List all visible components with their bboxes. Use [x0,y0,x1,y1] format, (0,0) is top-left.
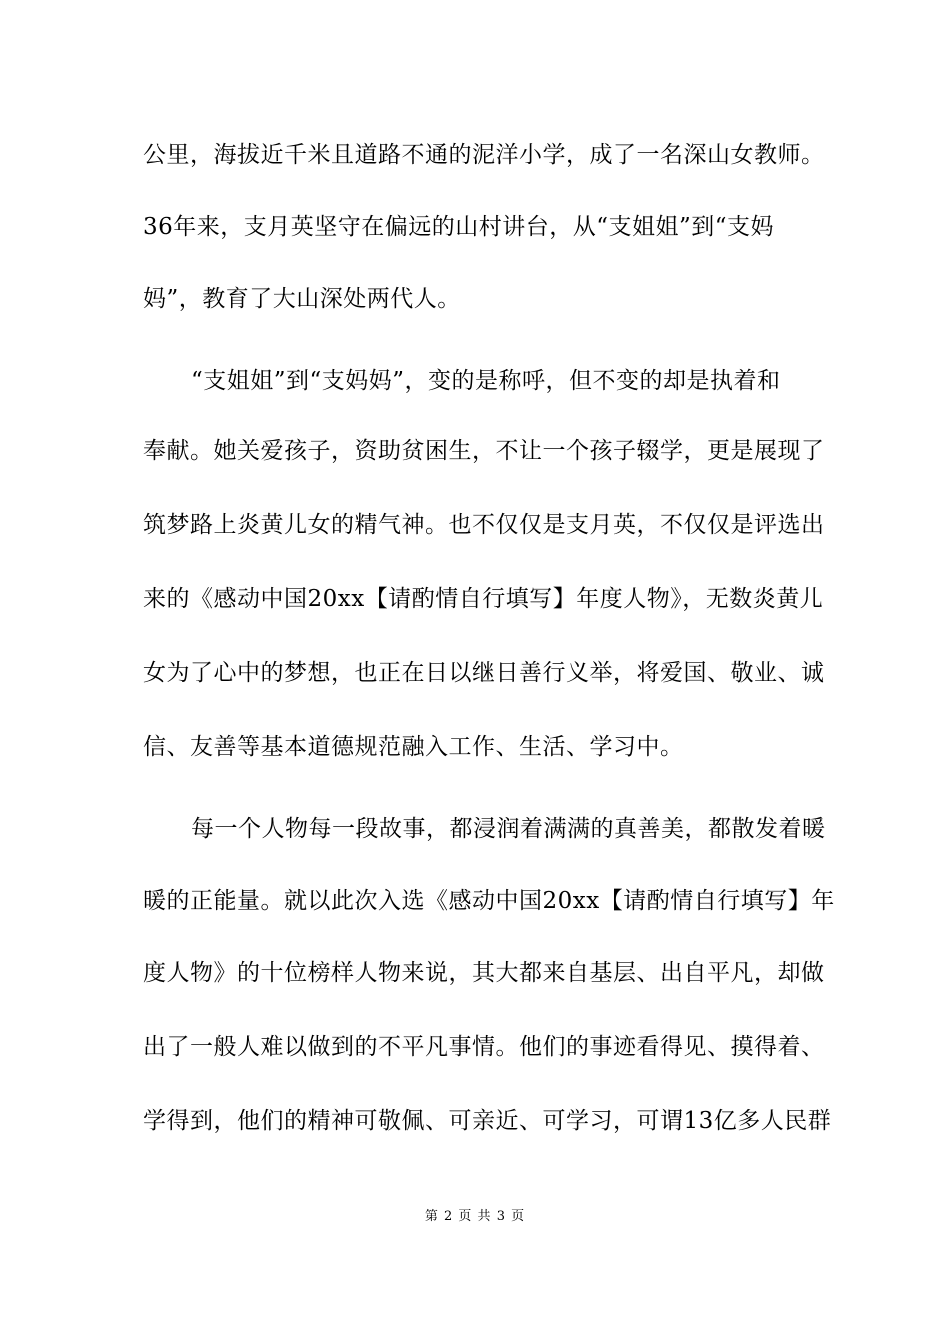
paragraph-line: 筑梦路上炎黄儿女的精气神。也不仅仅是支月英，不仅仅是评选出 [143,512,825,538]
paragraph-line: 出了一般人难以做到的不平凡事情。他们的事迹看得见、摸得着、 [143,1034,825,1060]
paragraph-line: 每一个人物每一段故事，都浸润着满满的真善美，都散发着暖 [191,816,826,842]
page-footer: 第 2 页 共 3 页 [424,1209,526,1224]
paragraph-line: 学得到，他们的精神可敬佩、可亲近、可学习，可谓13亿多人民群 [143,1108,832,1134]
paragraph-line: 暖的正能量。就以此次入选《感动中国20xx【请酌情自行填写】年 [143,888,835,914]
paragraph-line: 奉献。她关爱孩子，资助贫困生，不让一个孩子辍学，更是展现了 [143,438,825,464]
paragraph-line: 度人物》的十位榜样人物来说，其大都来自基层、出自平凡，却做 [143,960,825,986]
paragraph-line: 女为了心中的梦想，也正在日以继日善行义举，将爱国、敬业、诚 [143,660,825,686]
paragraph-line: “支姐姐”到“支妈妈”，变的是称呼，但不变的却是执着和 [191,368,781,394]
paragraph-line: 公里，海拔近千米且道路不通的泥洋小学，成了一名深山女教师。 [143,142,825,168]
paragraph-line: 妈”，教育了大山深处两代人。 [143,286,461,312]
paragraph-line: 来的《感动中国20xx【请酌情自行填写】年度人物》，无数炎黄儿 [143,586,824,612]
paragraph-line: 信、友善等基本道德规范融入工作、生活、学习中。 [143,734,684,760]
paragraph-line: 36年来，支月英坚守在偏远的山村讲台，从“支姐姐”到“支妈 [143,214,775,240]
